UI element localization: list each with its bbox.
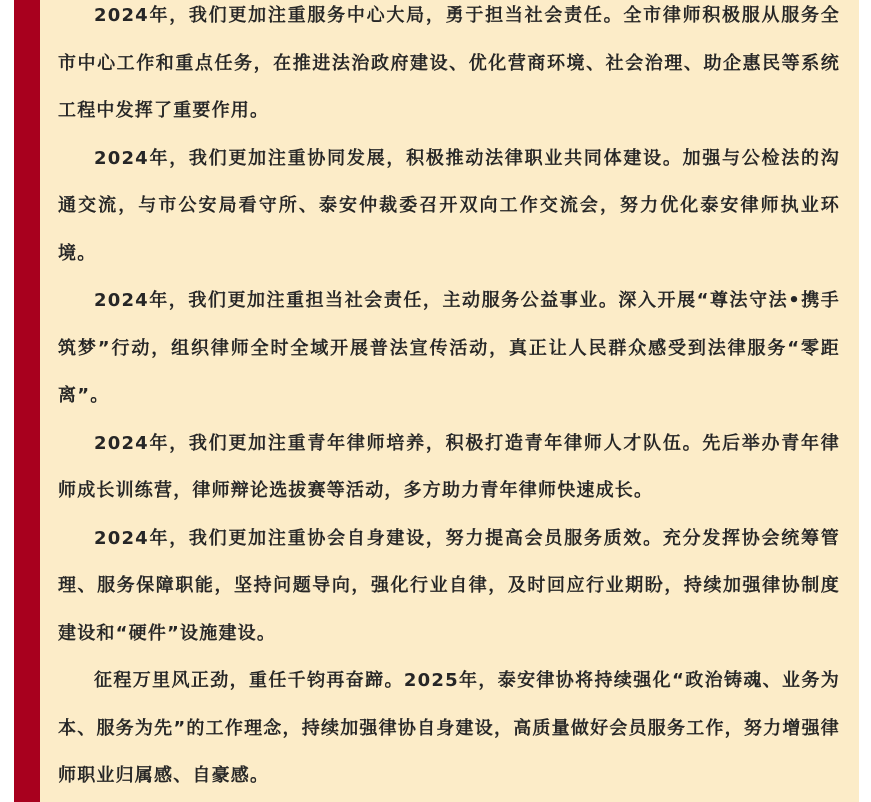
red-border-frame bbox=[14, 0, 859, 802]
paragraph-young-lawyers: 2024年，我们更加注重青年律师培养，积极打造青年律师人才队伍。先后举办青年律师成长训练营，律师辩论选拔赛等活动，多方助力青年律师快速成长。 bbox=[58, 432, 840, 501]
paragraph-social-responsibility: 2024年，我们更加注重担当社会责任，主动服务公益事业。深入开展“尊法守法•携手筑梦”行动，组织律师全时全域开展普法宣传活动，真正让人民群众感受到法律服务“零距离”。 bbox=[58, 290, 840, 406]
paragraph-association-building: 2024年，我们更加注重协会自身建设，努力提高会员服务质效。充分发挥协会统筹管理、服务保障职能，坚持问题导向，强化行业自律，及时回应行业期盼，持续加强律协制度建设和“硬件”设施建设。 bbox=[58, 527, 840, 644]
article-paper bbox=[40, 0, 859, 802]
article-body bbox=[58, 0, 840, 800]
paragraph-service-center: 2024年，我们更加注重服务中心大局，勇于担当社会责任。全市律师积极服从服务全市中心工作和重点任务，在推进法治政府建设、优化营商环境、社会治理、助企惠民等系统工程中发挥了重要作用。 bbox=[58, 5, 840, 121]
paragraph-coordination: 2024年，我们更加注重协同发展，积极推动法律职业共同体建设。加强与公检法的沟通交流，与市公安局看守所、泰安仲裁委召开双向工作交流会，努力优化泰安律师执业环境。 bbox=[58, 147, 840, 264]
paragraph-outlook-2025: 征程万里风正劲，重任千钧再奋蹄。2025年，泰安律协将持续强化“政治铸魂、业务为本、服务为先”的工作理念，持续加强律协自身建设，高质量做好会员服务工作，努力增强律师职业归属感、自豪感。 bbox=[58, 670, 840, 786]
